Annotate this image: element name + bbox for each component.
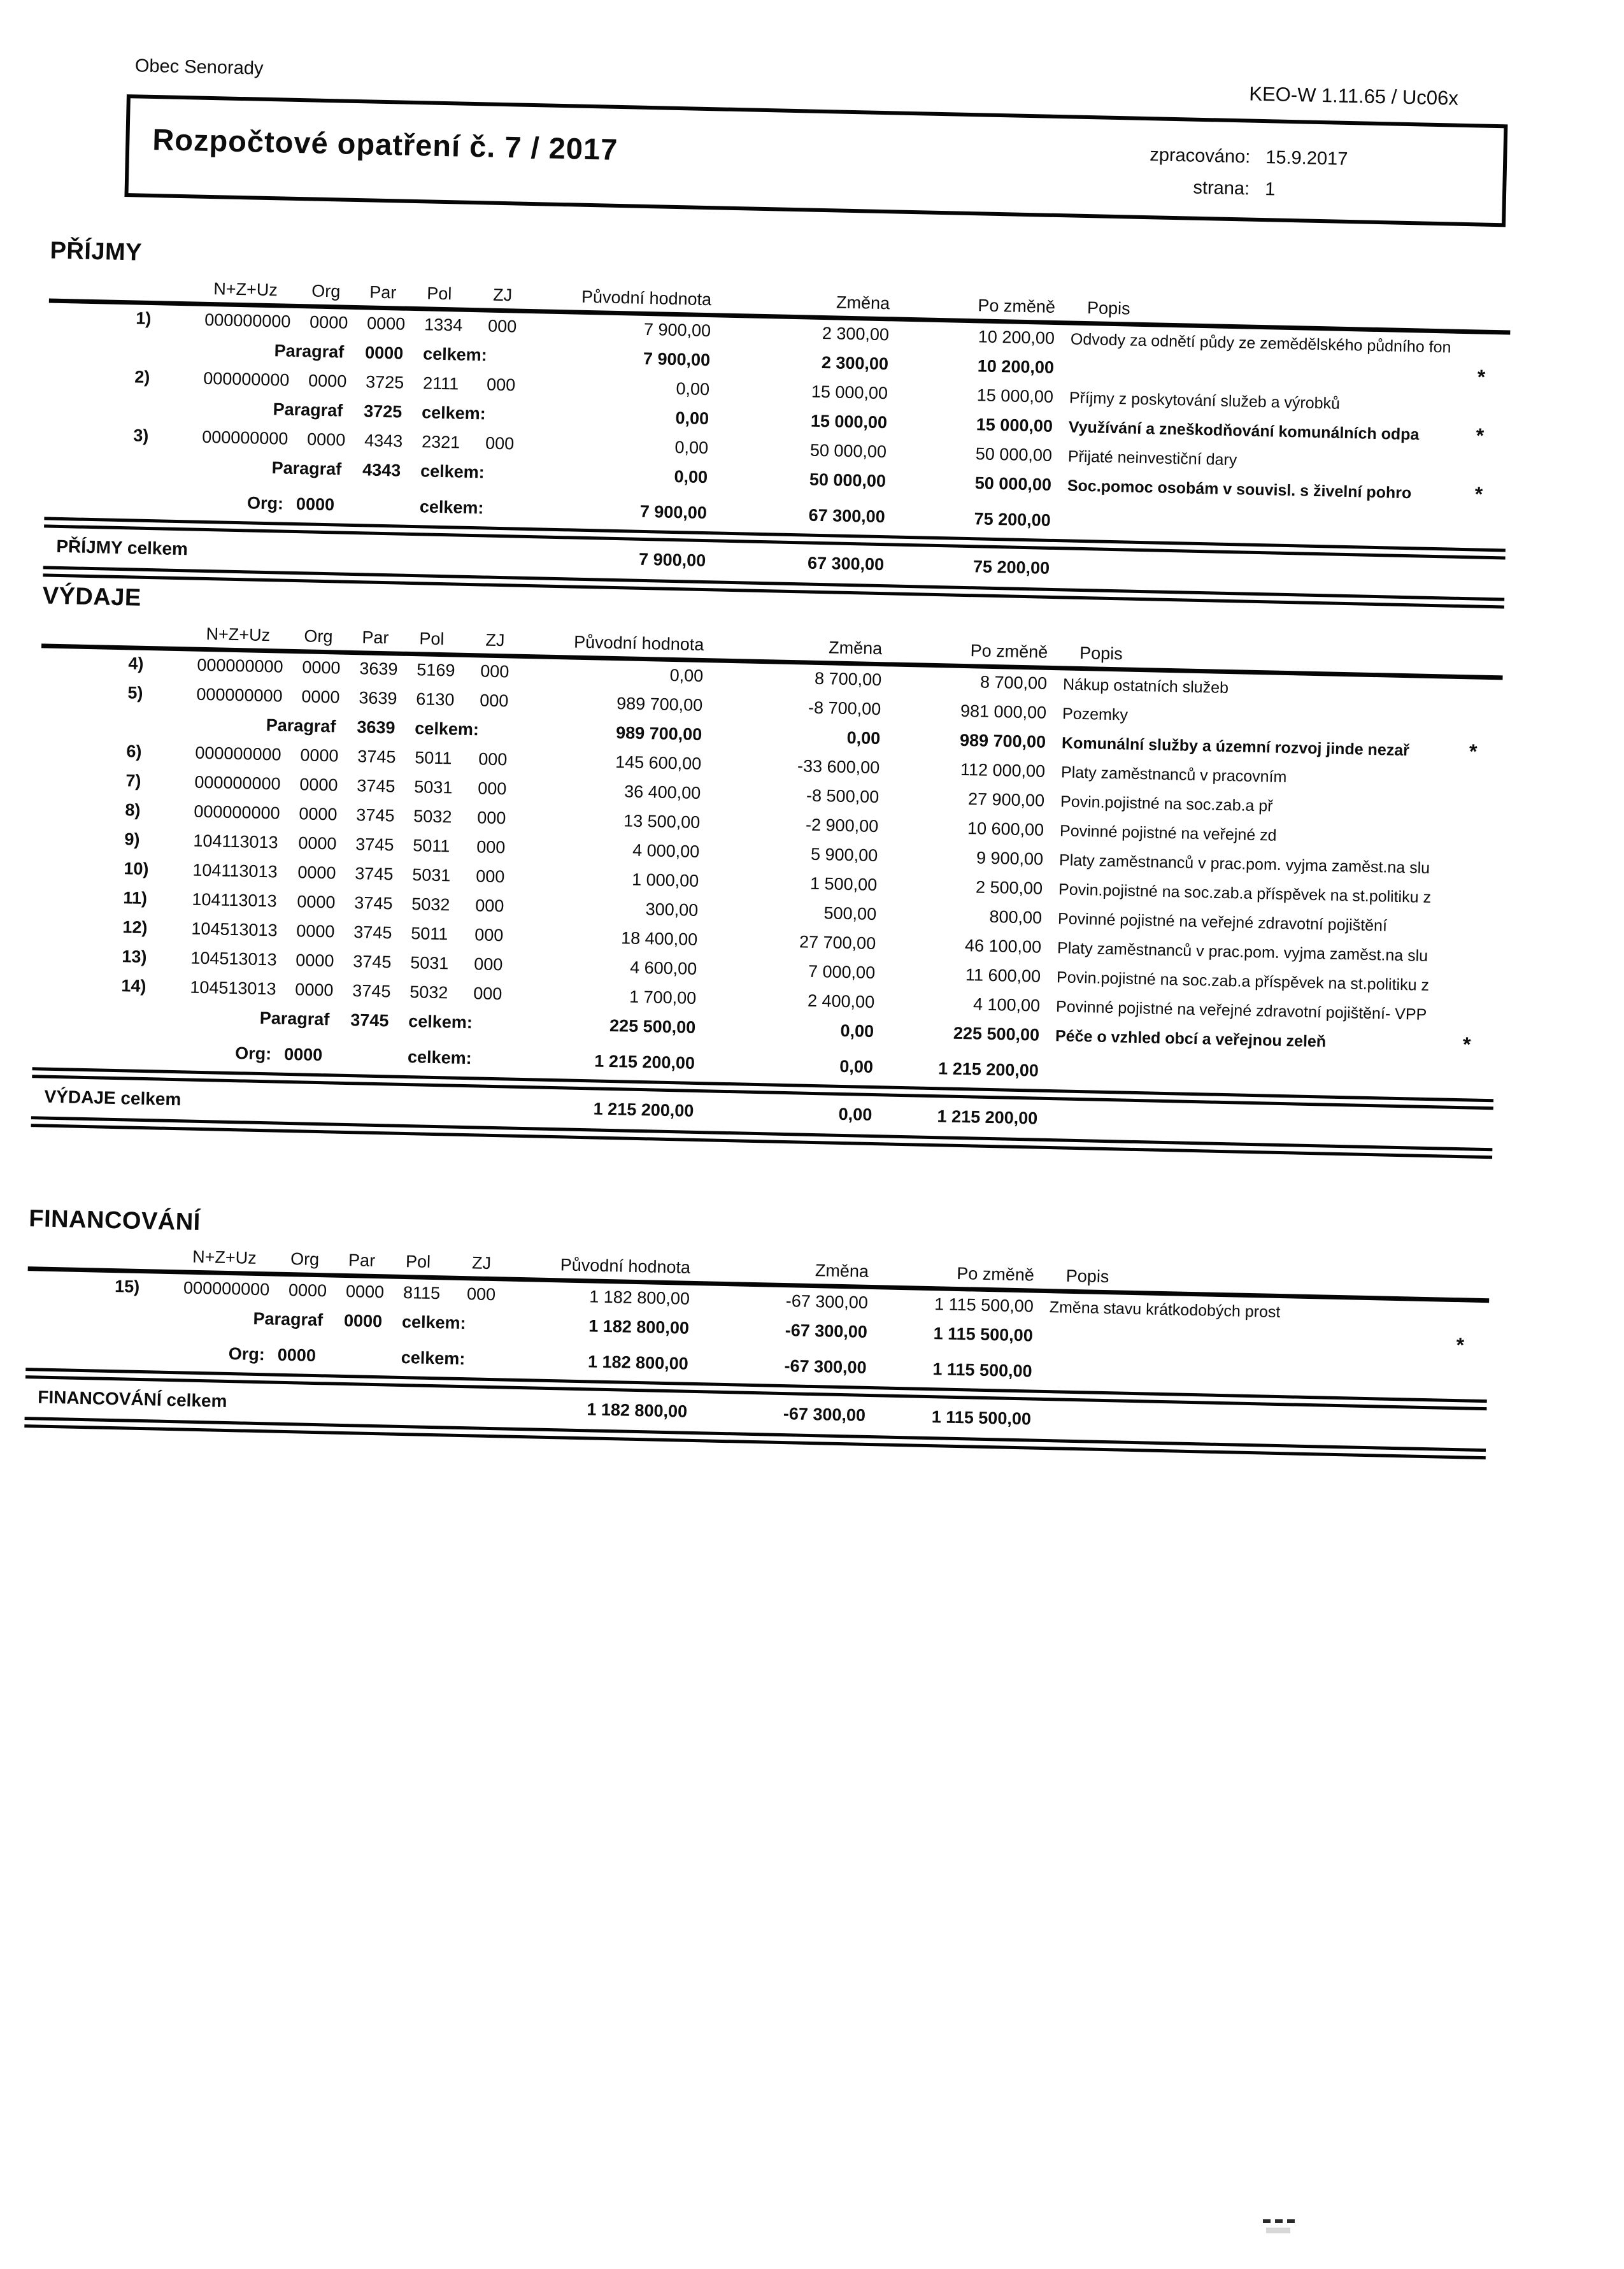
cell-par: 0000 bbox=[366, 313, 406, 334]
cell-original-value: 7 900,00 bbox=[643, 348, 711, 370]
cell-change-value: 67 300,00 bbox=[808, 505, 886, 527]
cell-paragraf-label: Paragraf bbox=[259, 1008, 330, 1029]
document-title: Rozpočtové opatření č. 7 / 2017 bbox=[152, 122, 618, 166]
cell-after-value: 27 900,00 bbox=[967, 789, 1045, 810]
cell-org: 0000 bbox=[295, 980, 334, 1000]
cell-change-value: 67 300,00 bbox=[807, 553, 885, 575]
cell-pol: 5031 bbox=[410, 953, 449, 973]
column-header: N+Z+Uz bbox=[206, 624, 271, 645]
cell-par: 3745 bbox=[356, 805, 395, 826]
cell-org-code: 0000 bbox=[296, 494, 335, 515]
cell-after-value: 800,00 bbox=[989, 906, 1043, 927]
cell-paragraf-code: 4343 bbox=[362, 460, 401, 480]
cell-change-value: -8 700,00 bbox=[808, 698, 881, 719]
cell-change-value: 2 300,00 bbox=[822, 323, 890, 345]
cell-change-value: 50 000,00 bbox=[809, 440, 887, 462]
cell-description: Změna stavu krátkodobých prost bbox=[1049, 1298, 1281, 1322]
cell-after-value: 1 115 500,00 bbox=[931, 1407, 1032, 1429]
cell-org-label: Org: bbox=[228, 1344, 266, 1364]
cell-change-value: -33 600,00 bbox=[797, 756, 880, 778]
cell-pol: 5011 bbox=[411, 924, 448, 944]
cell-pol: 8115 bbox=[402, 1283, 441, 1303]
cell-row-number: 4) bbox=[128, 654, 144, 673]
cell-org: 0000 bbox=[309, 312, 348, 333]
section-total-label: PŘÍJMY celkem bbox=[56, 536, 189, 559]
cell-nzuz: 104513013 bbox=[190, 948, 277, 970]
column-header: Pol bbox=[426, 283, 452, 304]
cell-org: 0000 bbox=[299, 775, 338, 795]
municipality-name: Obec Senorady bbox=[134, 55, 264, 79]
column-header: N+Z+Uz bbox=[192, 1247, 257, 1268]
section-title: VÝDAJE bbox=[42, 582, 142, 612]
cell-after-value: 8 700,00 bbox=[979, 672, 1048, 693]
section-prijmy bbox=[43, 238, 1511, 609]
cell-paragraf-label: Paragraf bbox=[271, 458, 342, 479]
cell-description: Platy zaměstnanců v pracovním bbox=[1060, 763, 1287, 787]
column-header: N+Z+Uz bbox=[213, 279, 278, 300]
cell-change-value: 0,00 bbox=[838, 1104, 873, 1124]
cell-row-number: 10) bbox=[124, 859, 149, 879]
cell-zj: 000 bbox=[473, 984, 502, 1004]
column-header: Popis bbox=[1065, 1266, 1109, 1287]
cell-original-value: 18 400,00 bbox=[620, 928, 698, 949]
cell-after-value: 10 200,00 bbox=[978, 327, 1055, 348]
cell-par: 3745 bbox=[357, 776, 395, 796]
cell-after-value: 112 000,00 bbox=[960, 759, 1046, 781]
cell-pol: 5032 bbox=[411, 894, 450, 915]
cell-par: 3639 bbox=[359, 688, 397, 708]
scan-artifact bbox=[1263, 2219, 1295, 2223]
cell-pol: 2111 bbox=[422, 373, 459, 394]
column-header: Pol bbox=[419, 629, 445, 649]
cell-par: 3745 bbox=[353, 952, 392, 972]
cell-pol: 5032 bbox=[410, 982, 448, 1003]
paragraph-star-marker: * bbox=[1477, 365, 1486, 389]
cell-row-number: 15) bbox=[114, 1277, 140, 1296]
cell-description: Povinné pojistné na veřejné zd bbox=[1059, 822, 1277, 845]
cell-org: 0000 bbox=[288, 1280, 327, 1301]
cell-change-value: -2 900,00 bbox=[805, 815, 879, 836]
cell-celkem-label: celkem: bbox=[420, 461, 485, 482]
cell-change-value: 5 900,00 bbox=[810, 844, 878, 866]
cell-org: 0000 bbox=[300, 745, 339, 766]
cell-pol: 5031 bbox=[412, 865, 451, 885]
cell-nzuz: 104113013 bbox=[193, 831, 278, 852]
cell-description: Soc.pomoc osobám v souvisl. s živelní pohro bbox=[1067, 476, 1412, 503]
section-financovani bbox=[24, 1205, 1490, 1459]
cell-change-value: 0,00 bbox=[839, 1056, 874, 1077]
cell-nzuz: 000000000 bbox=[183, 1278, 270, 1299]
cell-zj: 000 bbox=[475, 866, 505, 887]
cell-original-value: 1 182 800,00 bbox=[588, 1287, 690, 1308]
paragraph-star-marker: * bbox=[1476, 424, 1485, 447]
cell-paragraf-code: 3745 bbox=[350, 1010, 389, 1031]
cell-celkem-label: celkem: bbox=[415, 719, 480, 740]
cell-pol: 6130 bbox=[416, 689, 455, 710]
cell-par: 3745 bbox=[355, 834, 394, 855]
cell-celkem-label: celkem: bbox=[401, 1347, 466, 1369]
cell-original-value: 7 900,00 bbox=[643, 319, 711, 341]
cell-row-number: 8) bbox=[125, 800, 141, 820]
cell-after-value: 1 215 200,00 bbox=[937, 1106, 1038, 1128]
cell-pol: 5011 bbox=[413, 836, 450, 856]
cell-after-value: 9 900,00 bbox=[976, 848, 1044, 869]
cell-par: 3745 bbox=[357, 747, 396, 767]
cell-original-value: 7 900,00 bbox=[639, 501, 708, 523]
cell-paragraf-label: Paragraf bbox=[253, 1308, 324, 1330]
cell-nzuz: 000000000 bbox=[197, 655, 283, 676]
cell-description: Nákup ostatních služeb bbox=[1062, 675, 1229, 698]
cell-zj: 000 bbox=[487, 316, 517, 336]
cell-zj: 000 bbox=[486, 375, 516, 395]
document-meta bbox=[994, 141, 1492, 216]
cell-celkem-label: celkem: bbox=[408, 1012, 473, 1033]
column-header: Po změně bbox=[956, 1263, 1035, 1285]
page-label: strana: bbox=[1193, 177, 1250, 199]
cell-after-value: 2 500,00 bbox=[975, 877, 1043, 898]
cell-change-value: -67 300,00 bbox=[785, 1291, 869, 1312]
cell-org: 0000 bbox=[299, 804, 338, 824]
cell-after-value: 11 600,00 bbox=[965, 965, 1041, 986]
cell-original-value: 1 182 800,00 bbox=[587, 1399, 688, 1421]
cell-original-value: 0,00 bbox=[674, 437, 709, 458]
processed-label: zpracováno: bbox=[1149, 145, 1251, 168]
section-total-label: FINANCOVÁNÍ celkem bbox=[37, 1387, 227, 1411]
cell-zj: 000 bbox=[474, 925, 504, 945]
cell-after-value: 75 200,00 bbox=[972, 557, 1050, 578]
cell-original-value: 225 500,00 bbox=[609, 1015, 696, 1037]
cell-row-number: 14) bbox=[121, 976, 146, 996]
system-version: KEO-W 1.11.65 / Uc06x bbox=[1249, 82, 1459, 110]
cell-description: Povin.pojistné na soc.zab.a př bbox=[1060, 792, 1273, 815]
cell-description: Povin.pojistné na soc.zab.a příspěvek na st.politiku z bbox=[1056, 968, 1430, 995]
cell-pol: 1334 bbox=[424, 315, 463, 335]
cell-paragraf-code: 0000 bbox=[343, 1310, 383, 1331]
cell-after-value: 989 700,00 bbox=[959, 730, 1046, 752]
cell-org-label: Org: bbox=[246, 493, 284, 513]
cell-change-value: 0,00 bbox=[840, 1020, 874, 1041]
cell-nzuz: 000000000 bbox=[196, 684, 283, 706]
cell-change-value: 500,00 bbox=[823, 903, 877, 924]
column-header: ZJ bbox=[492, 285, 513, 305]
cell-after-value: 46 100,00 bbox=[964, 936, 1042, 957]
cell-original-value: 989 700,00 bbox=[616, 694, 703, 715]
cell-org: 0000 bbox=[306, 429, 346, 450]
cell-org-code: 0000 bbox=[277, 1345, 317, 1366]
cell-nzuz: 104113013 bbox=[192, 889, 277, 911]
cell-row-number: 11) bbox=[123, 888, 148, 908]
cell-original-value: 0,00 bbox=[675, 408, 709, 429]
cell-par: 0000 bbox=[345, 1282, 385, 1302]
cell-change-value: -67 300,00 bbox=[783, 1404, 866, 1425]
cell-row-number: 6) bbox=[126, 741, 142, 761]
column-header: ZJ bbox=[485, 630, 505, 650]
cell-description: Platy zaměstnanců v prac.pom. vyjma zaměst.na slu bbox=[1057, 939, 1428, 965]
cell-original-value: 989 700,00 bbox=[615, 723, 702, 745]
cell-nzuz: 000000000 bbox=[201, 427, 288, 448]
processed-date: 15.9.2017 bbox=[1265, 147, 1348, 169]
cell-pol: 2321 bbox=[421, 432, 460, 452]
column-header: ZJ bbox=[471, 1253, 492, 1273]
cell-paragraf-code: 3639 bbox=[357, 717, 395, 738]
paragraph-star-marker: * bbox=[1474, 482, 1483, 506]
cell-original-value: 4 000,00 bbox=[632, 840, 700, 861]
cell-change-value: 15 000,00 bbox=[811, 382, 888, 403]
cell-original-value: 7 900,00 bbox=[638, 549, 706, 571]
cell-original-value: 0,00 bbox=[676, 379, 710, 399]
cell-zj: 000 bbox=[476, 837, 506, 857]
column-header: Původní hodnota bbox=[573, 632, 704, 655]
cell-zj: 000 bbox=[473, 954, 503, 975]
paragraph-star-marker: * bbox=[1456, 1333, 1465, 1357]
cell-original-value: 300,00 bbox=[645, 899, 699, 920]
cell-org: 0000 bbox=[302, 657, 341, 678]
cell-change-value: 1 500,00 bbox=[809, 873, 878, 895]
section-total-label: VÝDAJE celkem bbox=[44, 1086, 182, 1110]
cell-change-value: 50 000,00 bbox=[809, 469, 887, 491]
paragraph-star-marker: * bbox=[1462, 1033, 1471, 1056]
cell-paragraf-label: Paragraf bbox=[266, 715, 336, 736]
column-header: Změna bbox=[828, 638, 883, 659]
cell-change-value: -67 300,00 bbox=[784, 1356, 867, 1377]
cell-change-value: 8 700,00 bbox=[814, 668, 882, 690]
cell-celkem-label: celkem: bbox=[419, 497, 484, 518]
column-header: Org bbox=[304, 626, 333, 647]
cell-org-code: 0000 bbox=[283, 1044, 323, 1065]
cell-nzuz: 000000000 bbox=[194, 801, 280, 823]
cell-nzuz: 000000000 bbox=[204, 310, 291, 331]
cell-row-number: 2) bbox=[134, 367, 150, 387]
cell-zj: 000 bbox=[474, 896, 504, 916]
cell-org: 0000 bbox=[298, 833, 337, 854]
cell-description: Odvody za odnětí půdy ze zemědělského půdního fon bbox=[1070, 330, 1451, 357]
title-box bbox=[124, 94, 1507, 227]
cell-celkem-label: celkem: bbox=[421, 403, 487, 424]
cell-original-value: 4 600,00 bbox=[629, 957, 697, 978]
cell-after-value: 4 100,00 bbox=[972, 994, 1041, 1015]
section-title: PŘÍJMY bbox=[50, 237, 143, 266]
cell-original-value: 1 700,00 bbox=[629, 987, 697, 1008]
column-header: Změna bbox=[815, 1261, 869, 1281]
cell-pol: 5011 bbox=[415, 748, 452, 768]
cell-zj: 000 bbox=[478, 749, 508, 769]
cell-description: Povin.pojistné na soc.zab.a příspěvek na st.politiku z bbox=[1058, 880, 1432, 907]
column-header: Původní hodnota bbox=[560, 1255, 691, 1277]
cell-zj: 000 bbox=[466, 1284, 496, 1305]
cell-original-value: 1 182 800,00 bbox=[587, 1352, 689, 1373]
column-header: Změna bbox=[836, 292, 890, 313]
cell-par: 3639 bbox=[359, 659, 398, 679]
cell-change-value: -67 300,00 bbox=[785, 1321, 868, 1342]
cell-description: Platy zaměstnanců v prac.pom. vyjma zaměst.na slu bbox=[1058, 851, 1430, 878]
cell-after-value: 50 000,00 bbox=[974, 473, 1052, 494]
cell-original-value: 0,00 bbox=[669, 665, 704, 686]
column-header: Popis bbox=[1079, 643, 1123, 664]
cell-change-value: 15 000,00 bbox=[810, 411, 888, 433]
cell-par: 3725 bbox=[365, 372, 404, 392]
cell-row-number: 3) bbox=[132, 426, 149, 445]
cell-description: Pozemky bbox=[1062, 705, 1129, 724]
cell-after-value: 225 500,00 bbox=[953, 1023, 1040, 1045]
cell-original-value: 1 215 200,00 bbox=[593, 1099, 694, 1120]
section-title: FINANCOVÁNÍ bbox=[28, 1205, 201, 1236]
cell-after-value: 10 600,00 bbox=[967, 819, 1044, 840]
column-header: Par bbox=[369, 282, 397, 303]
column-header: Org bbox=[290, 1249, 320, 1270]
cell-change-value: 2 400,00 bbox=[807, 991, 875, 1012]
cell-original-value: 36 400,00 bbox=[623, 782, 701, 803]
cell-change-value: 0,00 bbox=[846, 727, 881, 748]
cell-par: 3745 bbox=[355, 864, 394, 884]
cell-after-value: 50 000,00 bbox=[975, 444, 1053, 465]
cell-description: Povinné pojistné na veřejné zdravotní pojištění bbox=[1057, 910, 1388, 935]
cell-row-number: 7) bbox=[125, 771, 141, 791]
cell-paragraf-code: 0000 bbox=[364, 343, 404, 363]
cell-after-value: 15 000,00 bbox=[976, 385, 1054, 406]
column-header: Popis bbox=[1086, 298, 1130, 319]
cell-org-label: Org: bbox=[234, 1043, 272, 1064]
cell-row-number: 13) bbox=[122, 947, 147, 967]
cell-nzuz: 000000000 bbox=[203, 368, 290, 390]
cell-description: Přijaté neinvestiční dary bbox=[1067, 447, 1237, 469]
cell-celkem-label: celkem: bbox=[401, 1312, 466, 1333]
cell-original-value: 1 182 800,00 bbox=[588, 1316, 690, 1338]
cell-after-value: 1 215 200,00 bbox=[937, 1059, 1039, 1080]
cell-nzuz: 104513013 bbox=[190, 977, 276, 999]
cell-original-value: 1 000,00 bbox=[631, 870, 699, 891]
cell-row-number: 1) bbox=[135, 308, 152, 328]
cell-original-value: 0,00 bbox=[674, 466, 708, 487]
cell-par: 3745 bbox=[352, 981, 391, 1001]
column-header: Původní hodnota bbox=[581, 287, 712, 310]
cell-nzuz: 104513013 bbox=[191, 919, 278, 940]
cell-zj: 000 bbox=[485, 433, 515, 454]
cell-original-value: 145 600,00 bbox=[615, 752, 702, 774]
cell-par: 3745 bbox=[353, 922, 392, 943]
cell-paragraf-code: 3725 bbox=[363, 401, 402, 422]
cell-paragraf-label: Paragraf bbox=[274, 341, 345, 362]
cell-paragraf-label: Paragraf bbox=[273, 399, 343, 420]
cell-after-value: 1 115 500,00 bbox=[934, 1294, 1034, 1316]
cell-change-value: 2 300,00 bbox=[821, 352, 889, 374]
cell-org: 0000 bbox=[301, 687, 340, 707]
cell-change-value: 27 700,00 bbox=[799, 932, 876, 954]
cell-description: Příjmy z poskytování služeb a výrobků bbox=[1069, 389, 1341, 413]
page-number: 1 bbox=[1264, 179, 1276, 200]
cell-zj: 000 bbox=[478, 778, 507, 799]
cell-celkem-label: celkem: bbox=[407, 1047, 472, 1068]
cell-nzuz: 000000000 bbox=[195, 743, 281, 764]
column-header: Org bbox=[311, 281, 341, 301]
cell-after-value: 15 000,00 bbox=[976, 415, 1053, 436]
cell-pol: 5169 bbox=[417, 660, 455, 680]
column-header: Par bbox=[362, 627, 389, 648]
cell-zj: 000 bbox=[480, 691, 509, 711]
cell-description: Komunální služby a územní rozvoj jinde nezař bbox=[1061, 734, 1410, 760]
section-vydaje bbox=[31, 582, 1504, 1159]
cell-zj: 000 bbox=[477, 808, 506, 828]
cell-row-number: 12) bbox=[122, 917, 148, 938]
cell-after-value: 981 000,00 bbox=[960, 701, 1047, 722]
cell-org: 0000 bbox=[296, 950, 334, 971]
column-header: Pol bbox=[405, 1252, 431, 1271]
cell-pol: 5032 bbox=[413, 806, 452, 827]
cell-org: 0000 bbox=[296, 921, 335, 941]
cell-after-value: 10 200,00 bbox=[977, 356, 1055, 377]
cell-zj: 000 bbox=[480, 661, 509, 682]
cell-org: 0000 bbox=[308, 371, 347, 391]
cell-nzuz: 104113013 bbox=[192, 860, 278, 882]
cell-original-value: 13 500,00 bbox=[623, 811, 701, 832]
cell-org: 0000 bbox=[297, 863, 336, 883]
cell-change-value: 7 000,00 bbox=[808, 961, 876, 983]
cell-description: Povinné pojistné na veřejné zdravotní pojištění- VPP bbox=[1055, 998, 1427, 1024]
cell-row-number: 5) bbox=[127, 683, 143, 703]
cell-org: 0000 bbox=[297, 892, 336, 912]
cell-description: Využívání a zneškodňování komunálních odpa bbox=[1068, 418, 1420, 444]
cell-change-value: -8 500,00 bbox=[806, 785, 880, 807]
column-header: Par bbox=[348, 1250, 376, 1271]
cell-par: 4343 bbox=[364, 431, 403, 451]
cell-par: 3745 bbox=[354, 893, 393, 913]
column-header: Po změně bbox=[978, 296, 1056, 317]
cell-celkem-label: celkem: bbox=[422, 344, 488, 365]
column-header: Po změně bbox=[970, 641, 1048, 662]
paragraph-star-marker: * bbox=[1469, 740, 1478, 763]
cell-after-value: 1 115 500,00 bbox=[933, 1324, 1034, 1345]
cell-description: Péče o vzhled obcí a veřejnou zeleň bbox=[1055, 1027, 1327, 1051]
cell-row-number: 9) bbox=[124, 829, 140, 849]
cell-after-value: 1 115 500,00 bbox=[932, 1359, 1032, 1381]
cell-after-value: 75 200,00 bbox=[974, 509, 1051, 530]
cell-original-value: 1 215 200,00 bbox=[594, 1051, 695, 1073]
cell-nzuz: 000000000 bbox=[194, 772, 281, 794]
cell-pol: 5031 bbox=[414, 777, 453, 798]
